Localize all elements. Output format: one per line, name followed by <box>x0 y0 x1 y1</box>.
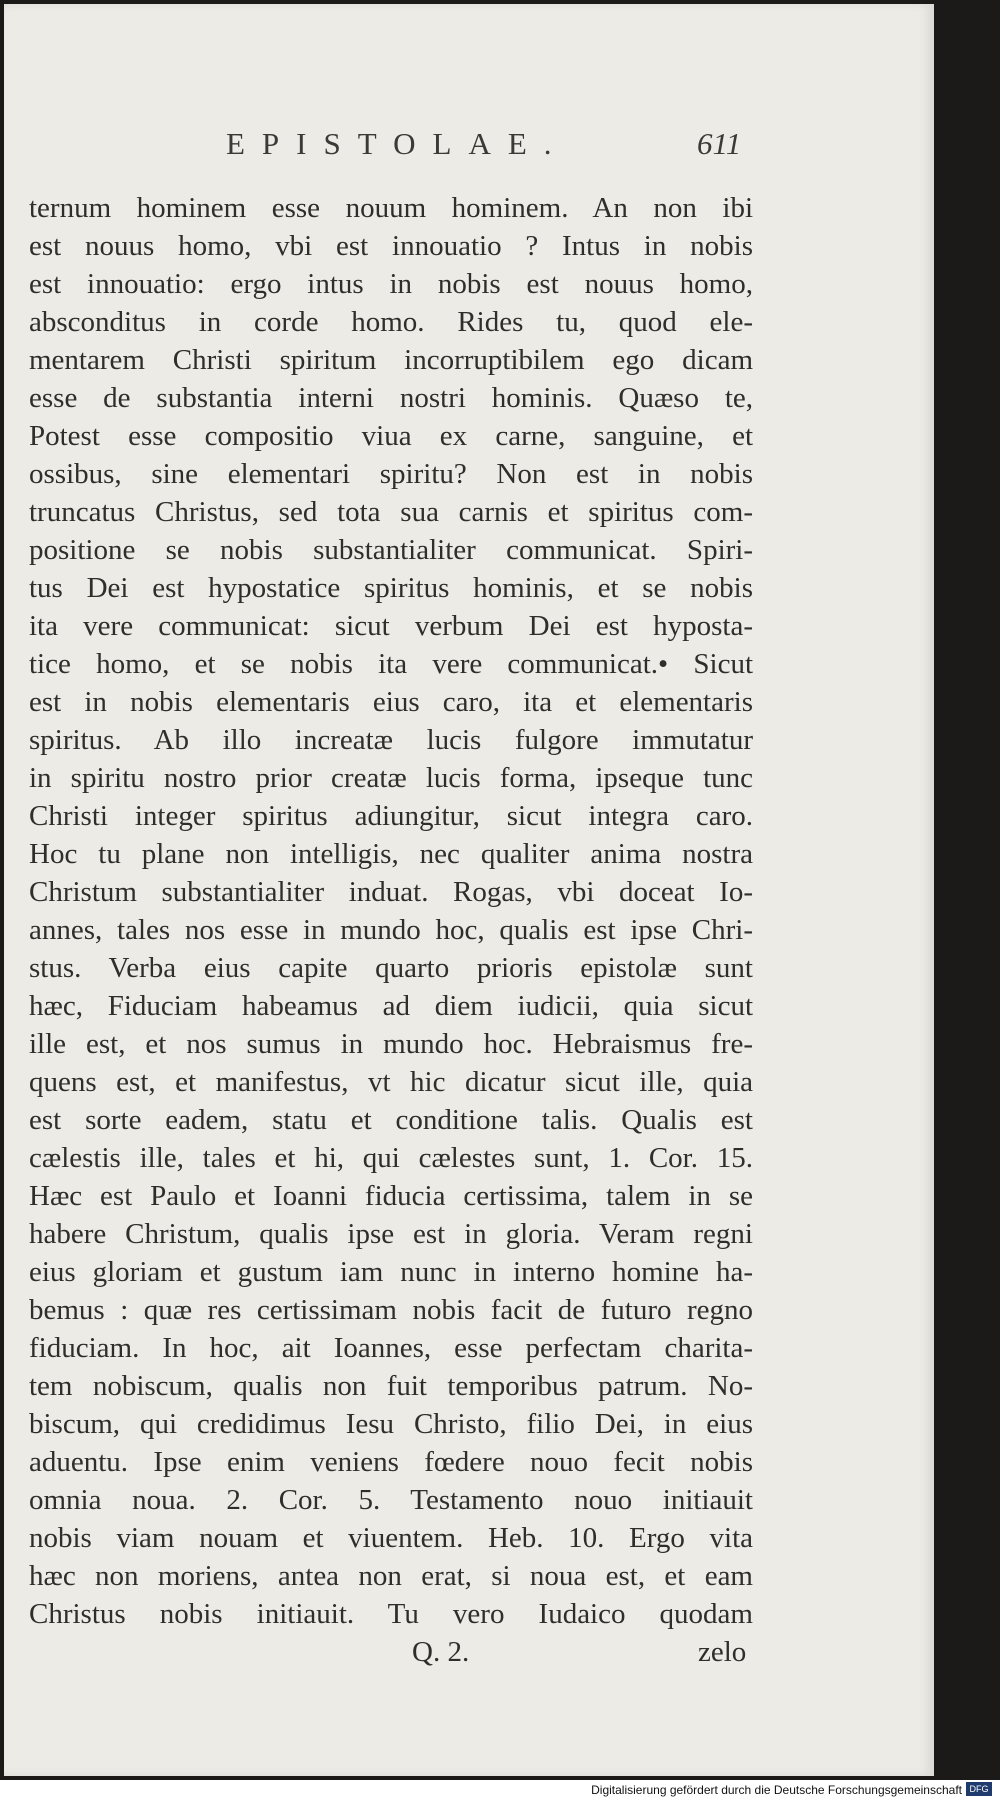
text-line: positione se nobis substantialiter communicat. Spiri- <box>29 534 753 566</box>
text-line: hæc non moriens, antea non erat, si noua est, et eam <box>29 1560 753 1592</box>
text-line: spiritus. Ab illo increatæ lucis fulgore immutatur <box>29 724 753 756</box>
text-line: habere Christum, qualis ipse est in gloria. Veram regni <box>29 1218 753 1250</box>
text-line: tus Dei est hypostatice spiritus hominis, et se nobis <box>29 572 753 604</box>
text-line: omnia noua. 2. Cor. 5. Testamento nouo initiauit <box>29 1484 753 1516</box>
text-line: Hæc est Paulo et Ioanni fiducia certissima, talem in se <box>29 1180 753 1212</box>
text-line: Hoc tu plane non intelligis, nec qualiter anima nostra <box>29 838 753 870</box>
text-line: esse de substantia interni nostri hominis. Quæso te, <box>29 382 753 414</box>
text-line: stus. Verba eius capite quarto prioris epistolæ sunt <box>29 952 753 984</box>
text-line: Christus nobis initiauit. Tu vero Iudaico quodam <box>29 1598 753 1630</box>
book-page <box>4 4 934 1776</box>
text-line: Potest esse compositio viua ex carne, sanguine, et <box>29 420 753 452</box>
text-line: tice homo, et se nobis ita vere communicat.• Sicut <box>29 648 753 680</box>
page-footer <box>4 1636 934 1676</box>
text-line: ossibus, sine elementari spiritu? Non est in nobis <box>29 458 753 490</box>
text-line: ille est, et nos sumus in mundo hoc. Hebraismus fre- <box>29 1028 753 1060</box>
text-line: cælestis ille, tales et hi, qui cælestes sunt, 1. Cor. 15. <box>29 1142 753 1174</box>
text-line: quens est, et manifestus, vt hic dicatur sicut ille, quia <box>29 1066 753 1098</box>
body-text <box>29 189 753 1633</box>
page-header <box>4 126 934 166</box>
text-line: mentarem Christi spiritum incorruptibilem ego dicam <box>29 344 753 376</box>
text-line: Christum substantialiter induat. Rogas, vbi doceat Io- <box>29 876 753 908</box>
page-number: 611 <box>697 126 742 161</box>
text-line: hæc, Fiduciam habeamus ad diem iudicii, quia sicut <box>29 990 753 1022</box>
text-line: est innouatio: ergo intus in nobis est nouus homo, <box>29 268 753 300</box>
text-line: est in nobis elementaris eius caro, ita et elementaris <box>29 686 753 718</box>
dfg-logo: DFG <box>966 1782 992 1796</box>
text-line: annes, tales nos esse in mundo hoc, qualis est ipse Chri- <box>29 914 753 946</box>
text-line: Christi integer spiritus adiungitur, sicut integra caro. <box>29 800 753 832</box>
text-line: eius gloriam et gustum iam nunc in interno homine ha- <box>29 1256 753 1288</box>
text-line: tem nobiscum, qualis non fuit temporibus patrum. No- <box>29 1370 753 1402</box>
digitization-credit: Digitalisierung gefördert durch die Deutsche Forschungsgemeinschaft <box>591 1783 962 1797</box>
text-line: est sorte eadem, statu et conditione talis. Qualis est <box>29 1104 753 1136</box>
text-line: nobis viam nouam et viuentem. Heb. 10. Ergo vita <box>29 1522 753 1554</box>
text-line: truncatus Christus, sed tota sua carnis et spiritus com- <box>29 496 753 528</box>
text-line: bemus : quæ res certissimam nobis facit de futuro regno <box>29 1294 753 1326</box>
text-line: aduentu. Ipse enim veniens fœdere nouo fecit nobis <box>29 1446 753 1478</box>
text-line: absconditus in corde homo. Rides tu, quod ele- <box>29 306 753 338</box>
text-line: biscum, qui credidimus Iesu Christo, filio Dei, in eius <box>29 1408 753 1440</box>
catchword: zelo <box>698 1636 747 1668</box>
text-line: fiduciam. In hoc, ait Ioannes, esse perfectam charita- <box>29 1332 753 1364</box>
text-line: in spiritu nostro prior creatæ lucis forma, ipseque tunc <box>29 762 753 794</box>
signature-mark: Q. 2. <box>412 1636 470 1668</box>
running-title: EPISTOLAE. <box>226 126 569 161</box>
text-line: ita vere communicat: sicut verbum Dei est hyposta- <box>29 610 753 642</box>
text-line: est nouus homo, vbi est innouatio ? Intus in nobis <box>29 230 753 262</box>
text-line: ternum hominem esse nouum hominem. An non ibi <box>29 192 753 224</box>
